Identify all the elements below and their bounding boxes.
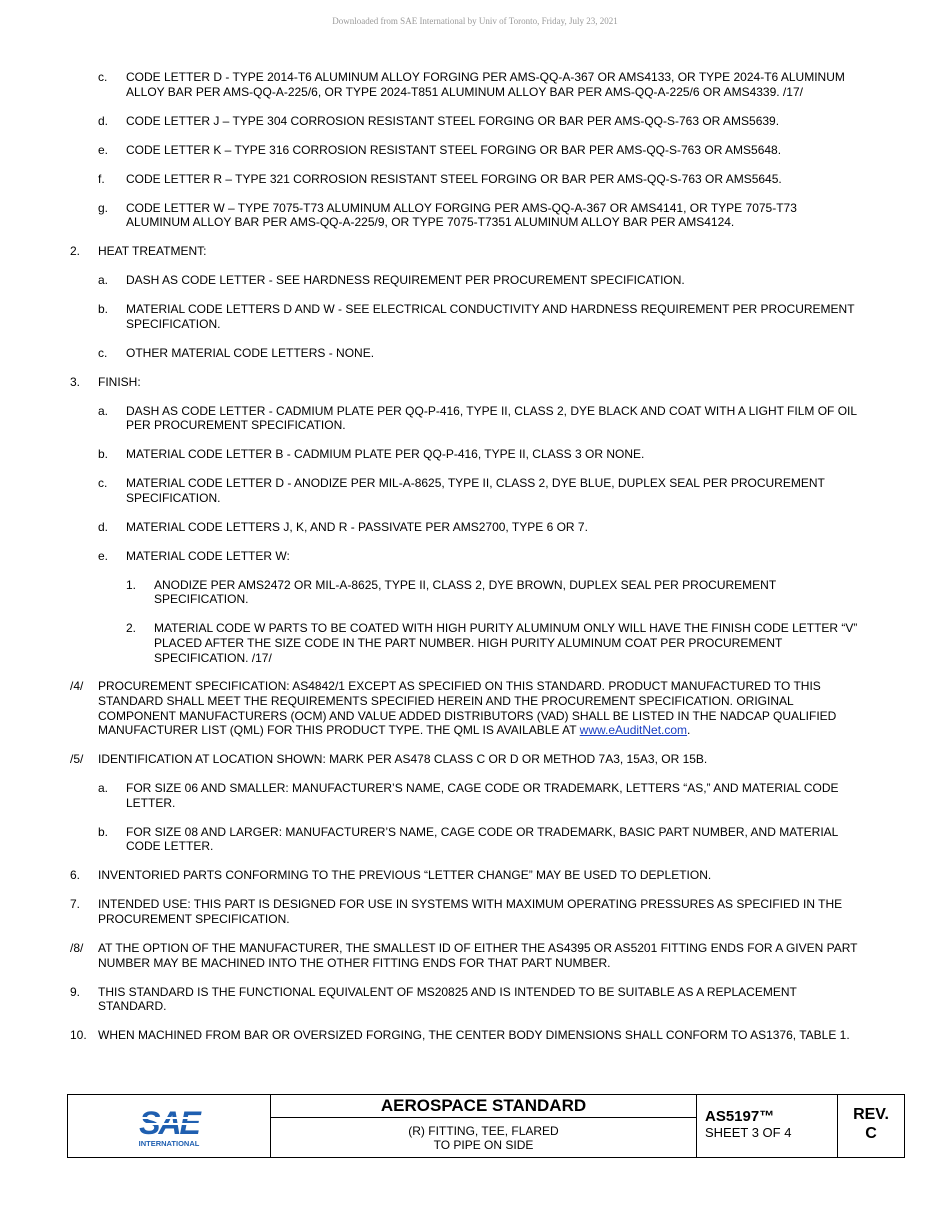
- list-item-number: c.: [98, 70, 108, 84]
- list-item: [70, 1028, 860, 1043]
- sae-international-logo: [136, 1104, 202, 1148]
- list-item-text: [126, 346, 860, 361]
- list-item-text: [126, 143, 860, 158]
- list-item: [70, 897, 860, 926]
- document-number-cell: [697, 1095, 838, 1157]
- list-item-text: [126, 114, 860, 129]
- list-item-number: f.: [98, 171, 105, 186]
- title-cell: [271, 1095, 697, 1157]
- list-item-number: g.: [98, 200, 109, 215]
- list-item: [98, 70, 860, 99]
- list-item: [70, 375, 860, 390]
- list-item-number: a.: [98, 781, 109, 796]
- list-item-text-body: FOR SIZE 06 AND SMALLER: MANUFACTURER’S NAME, CAGE CODE OR TRADEMARK, LETTERS “AS,” AND MATERIAL CODE LETTER.: [126, 781, 839, 810]
- list-item-text-body: HEAT TREATMENT:: [98, 244, 207, 259]
- list-item-text: [126, 404, 860, 433]
- list-item-number: a.: [98, 273, 109, 288]
- list-item-text-body: INVENTORIED PARTS CONFORMING TO THE PREVIOUS “LETTER CHANGE” MAY BE USED TO DEPLETION.: [98, 868, 712, 883]
- logo-cell: [68, 1095, 271, 1157]
- list-item-number: /8/: [70, 940, 84, 955]
- list-item: [126, 621, 860, 665]
- list-item-text: [98, 375, 860, 390]
- list-item-number: c.: [98, 476, 108, 491]
- list-item-number: a.: [98, 403, 109, 418]
- list-item-number: 6.: [70, 868, 81, 883]
- list-item-text: [126, 447, 860, 462]
- list-item: [98, 201, 860, 230]
- list-item-text: [126, 781, 860, 810]
- list-item: [98, 520, 860, 535]
- list-item: [70, 985, 860, 1014]
- revision-value: C: [865, 1125, 877, 1142]
- list-item: [98, 476, 860, 505]
- list-item: [70, 752, 860, 767]
- list-item-text-body: CODE LETTER K – TYPE 316 CORROSION RESISTANT STEEL FORGING OR BAR PER AMS-QQ-S-763 OR AMS5648.: [126, 142, 782, 157]
- list-item-number: 2.: [126, 621, 137, 636]
- list-item-text: [126, 172, 860, 187]
- list-item-text-body: PROCUREMENT SPECIFICATION: AS4842/1 EXCEPT AS SPECIFIED ON THIS STANDARD. PRODUCT MANUFACTURED TO THIS STANDARD SHALL MEET THE REQUIREMENTS SPECIFIED HEREIN AND THE PROCUREMENT SPECIFICATION. ORIGINAL COMPONENT MANUFACTURERS (OCM) AND VALUE ADDED DISTRIBUTORS (VAD) SHALL BE LISTED IN THE NADCAP QUALIFIED MANUFACTURER LIST (QML) FOR THIS PRODUCT TYPE. THE QML IS AVAILABLE AT: [98, 679, 837, 738]
- document-number: AS5197™: [705, 1108, 775, 1125]
- list-item-text: [126, 70, 860, 99]
- list-item-text: [98, 868, 860, 883]
- list-item: [98, 825, 860, 854]
- list-item-number: /4/: [70, 679, 84, 694]
- list-item-number: e.: [98, 142, 109, 157]
- list-item-text: [126, 302, 860, 331]
- list-item-text-end: .: [687, 723, 691, 738]
- list-item-number: c.: [98, 345, 108, 360]
- list-item-number: 3.: [70, 374, 81, 389]
- list-item-text: [126, 476, 860, 505]
- part-description: [271, 1118, 696, 1157]
- list-item-text: [126, 520, 860, 535]
- list-item: [98, 273, 860, 288]
- list-item-text-body: MATERIAL CODE LETTERS J, K, AND R - PASSIVATE PER AMS2700, TYPE 6 OR 7.: [126, 519, 588, 534]
- list-item-number: 1.: [126, 577, 137, 592]
- list-item-text: [98, 985, 860, 1014]
- list-item-text: [154, 578, 860, 607]
- list-item-number: 10.: [70, 1028, 87, 1043]
- eauditnet-link[interactable]: www.eAuditNet.com: [579, 723, 688, 738]
- list-item-text: [126, 273, 860, 288]
- list-item-text: [154, 621, 860, 665]
- list-item-text-body: ANODIZE PER AMS2472 OR MIL-A-8625, TYPE II, CLASS 2, DYE BROWN, DUPLEX SEAL PER PROCUREMENT SPECIFICATION.: [154, 577, 776, 607]
- list-item-text-body: AT THE OPTION OF THE MANUFACTURER, THE SMALLEST ID OF EITHER THE AS4395 OR AS5201 FITTING ENDS FOR A GIVEN PART NUMBER MAY BE MACHINED INTO THE OTHER FITTING ENDS FOR THAT PART NUMBER.: [98, 940, 858, 970]
- list-item-text: [126, 201, 860, 230]
- list-item-text-body: MATERIAL CODE LETTERS D AND W - SEE ELECTRICAL CONDUCTIVITY AND HARDNESS REQUIREMENT PER PROCUREMENT SPECIFICATION.: [126, 302, 855, 331]
- list-item-text: [126, 825, 860, 854]
- list-item-text: [126, 549, 860, 564]
- sheet-number: SHEET 3 OF 4: [705, 1125, 792, 1140]
- list-item: [98, 549, 860, 564]
- list-item-text-body: CODE LETTER R – TYPE 321 CORROSION RESISTANT STEEL FORGING OR BAR PER AMS-QQ-S-763 OR AMS5645.: [126, 171, 782, 186]
- title-block: [67, 1094, 905, 1158]
- revision-label: REV.: [853, 1106, 889, 1123]
- document-body: [70, 70, 860, 1057]
- revision-cell: [838, 1095, 904, 1157]
- list-item: [98, 447, 860, 462]
- part-description-line1: (R) FITTING, TEE, FLARED: [408, 1123, 559, 1138]
- list-item-text-body: CODE LETTER W – TYPE 7075-T73 ALUMINUM ALLOY FORGING PER AMS-QQ-A-367 OR AMS4141, OR TYPE 7075-T73 ALUMINUM ALLOY BAR PER AMS-QQ-A-225/9, OR TYPE 7075-T7351 ALUMINUM ALLOY BAR PER AMS4124.: [126, 200, 797, 230]
- list-item-text: [98, 897, 860, 926]
- list-item-text-body: DASH AS CODE LETTER - SEE HARDNESS REQUIREMENT PER PROCUREMENT SPECIFICATION.: [126, 273, 685, 288]
- part-description-line2: TO PIPE ON SIDE: [433, 1137, 534, 1152]
- list-item-number: e.: [98, 548, 109, 563]
- list-item-text: [98, 941, 860, 970]
- list-item: [98, 114, 860, 129]
- list-item-text-body: WHEN MACHINED FROM BAR OR OVERSIZED FORGING, THE CENTER BODY DIMENSIONS SHALL CONFORM TO AS1376, TABLE 1.: [98, 1028, 850, 1043]
- download-watermark: Downloaded from SAE International by Univ of Toronto, Friday, July 23, 2021: [332, 16, 618, 26]
- list-item-text-body: MATERIAL CODE W PARTS TO BE COATED WITH HIGH PURITY ALUMINUM ONLY WILL HAVE THE FINISH CODE LETTER “V” PLACED AFTER THE SIZE CODE IN THE PART NUMBER. HIGH PURITY ALUMINUM COAT PER PROCUREMENT SPECIFICATION. /17/: [154, 621, 858, 665]
- list-item-text-body: FINISH:: [98, 374, 141, 389]
- list-item-text-body: MATERIAL CODE LETTER B - CADMIUM PLATE PER QQ-P-416, TYPE II, CLASS 3 OR NONE.: [126, 447, 645, 462]
- list-item-number: 7.: [70, 897, 81, 912]
- list-item-text-body: CODE LETTER D - TYPE 2014-T6 ALUMINUM ALLOY FORGING PER AMS-QQ-A-367 OR AMS4133, OR TYPE 2024-T6 ALUMINUM ALLOY BAR PER AMS-QQ-A-225/6, OR TYPE 2024-T851 ALUMINUM ALLOY BAR PER AMS-QQ-A-225/6 OR AMS4339. /17/: [126, 70, 845, 99]
- list-item-number: /5/: [70, 752, 84, 767]
- list-item: [70, 244, 860, 259]
- list-item-text-body: INTENDED USE: THIS PART IS DESIGNED FOR USE IN SYSTEMS WITH MAXIMUM OPERATING PRESSURES AS SPECIFIED IN THE PROCUREMENT SPECIFICATION.: [98, 897, 843, 926]
- list-item-number: b.: [98, 302, 109, 317]
- list-item-text-body: MATERIAL CODE LETTER W:: [126, 548, 290, 563]
- list-item-number: b.: [98, 447, 109, 462]
- list-item-number: d.: [98, 113, 109, 128]
- list-item: [70, 941, 860, 970]
- list-item: [98, 172, 860, 187]
- list-item-text-body: DASH AS CODE LETTER - CADMIUM PLATE PER QQ-P-416, TYPE II, CLASS 2, DYE BLACK AND COAT WITH A LIGHT FILM OF OIL PER PROCUREMENT SPECIFICATION.: [126, 403, 857, 433]
- list-item-text: [98, 679, 860, 737]
- list-item: [98, 346, 860, 361]
- list-item-text-body: FOR SIZE 08 AND LARGER: MANUFACTURER’S NAME, CAGE CODE OR TRADEMARK, BASIC PART NUMBER, AND MATERIAL CODE LETTER.: [126, 824, 838, 854]
- list-item-text-body: OTHER MATERIAL CODE LETTERS - NONE.: [126, 345, 375, 360]
- list-item-text-body: THIS STANDARD IS THE FUNCTIONAL EQUIVALENT OF MS20825 AND IS INTENDED TO BE SUITABLE AS A REPLACEMENT STANDARD.: [98, 984, 797, 1014]
- list-item: [98, 404, 860, 433]
- list-item-number: d.: [98, 519, 109, 534]
- list-item-text: [98, 1028, 860, 1043]
- logo-subtext: INTERNATIONAL: [138, 1139, 200, 1148]
- list-item-number: b.: [98, 824, 109, 839]
- standard-title: AEROSPACE STANDARD: [271, 1095, 696, 1118]
- list-item-number: 2.: [70, 244, 81, 259]
- list-item-number: 9.: [70, 984, 81, 999]
- list-item-text-body: IDENTIFICATION AT LOCATION SHOWN: MARK PER AS478 CLASS C OR D OR METHOD 7A3, 15A3, OR 15B.: [98, 752, 708, 767]
- list-item: [70, 868, 860, 883]
- list-item: [98, 143, 860, 158]
- list-item-text-body: MATERIAL CODE LETTER D - ANODIZE PER MIL-A-8625, TYPE II, CLASS 2, DYE BLUE, DUPLEX SEAL PER PROCUREMENT SPECIFICATION.: [126, 476, 825, 505]
- list-item: [126, 578, 860, 607]
- list-item: [98, 781, 860, 810]
- list-item-text: [98, 244, 860, 259]
- list-item: [70, 679, 860, 737]
- list-item-text-body: CODE LETTER J – TYPE 304 CORROSION RESISTANT STEEL FORGING OR BAR PER AMS-QQ-S-763 OR AMS5639.: [126, 113, 780, 128]
- list-item-text: [98, 752, 860, 767]
- list-item: [98, 302, 860, 331]
